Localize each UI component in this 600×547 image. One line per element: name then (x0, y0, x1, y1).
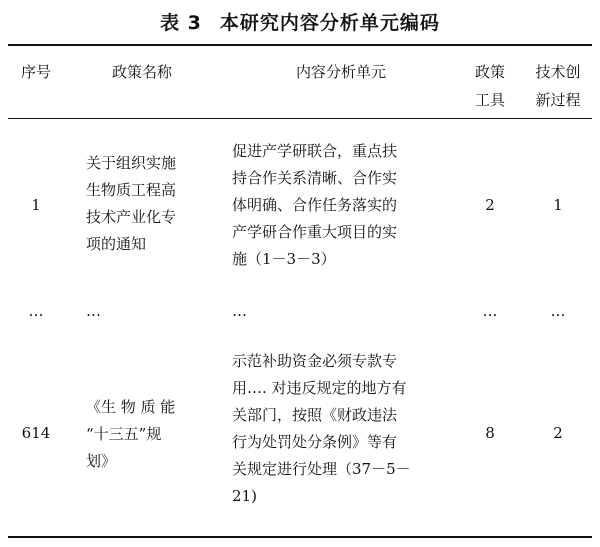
row-1-innovation-process: 1 (553, 196, 563, 214)
row-614-id: 614 (21, 424, 51, 442)
row-ellipsis-policy-name: … (86, 302, 101, 320)
table-title: 本研究内容分析单元编码 (219, 12, 440, 34)
row-1-policy-tool: 2 (485, 196, 495, 214)
header-rule (8, 118, 592, 119)
row-614-policy-name: 《生 物 质 能 “十三五”规 划》 (86, 398, 176, 470)
table-number: 表 3 (160, 12, 202, 34)
header-content-unit: 内容分析单元 (295, 63, 386, 81)
row-1-policy-name: 关于组织实施 生物质工程高 技术产业化专 项的通知 (86, 154, 177, 253)
header-policy-tool: 政策 工具 (474, 63, 505, 109)
row-1-content-unit: 促进产学研联合，重点扶 持合作关系清晰、合作实 体明确、合作任务落实的 产学研合作重大项目的实 施（1－3－3） (232, 142, 398, 268)
row-614-policy-tool: 8 (485, 424, 495, 442)
row-ellipsis-id: … (28, 302, 44, 320)
top-rule (8, 44, 592, 46)
row-ellipsis-policy-tool: … (482, 302, 498, 320)
table-caption (0, 8, 600, 35)
row-1-id: 1 (31, 196, 41, 214)
header-innovation-process: 技术创 新过程 (535, 63, 581, 109)
header-policy-name: 政策名称 (111, 63, 172, 81)
row-614-content-unit: 示范补助资金必须专款专 用…. 对违反规定的地方有 关部门，按照《财政违法 行为处罚处分条例》等有 关规定进行处理（37－5－ 21) (232, 352, 411, 505)
row-ellipsis-content-unit: … (232, 302, 247, 320)
header-id: 序号 (20, 63, 51, 81)
row-614-innovation-process: 2 (553, 424, 563, 442)
row-ellipsis-innovation-process: … (550, 302, 566, 320)
bottom-rule (8, 536, 592, 538)
